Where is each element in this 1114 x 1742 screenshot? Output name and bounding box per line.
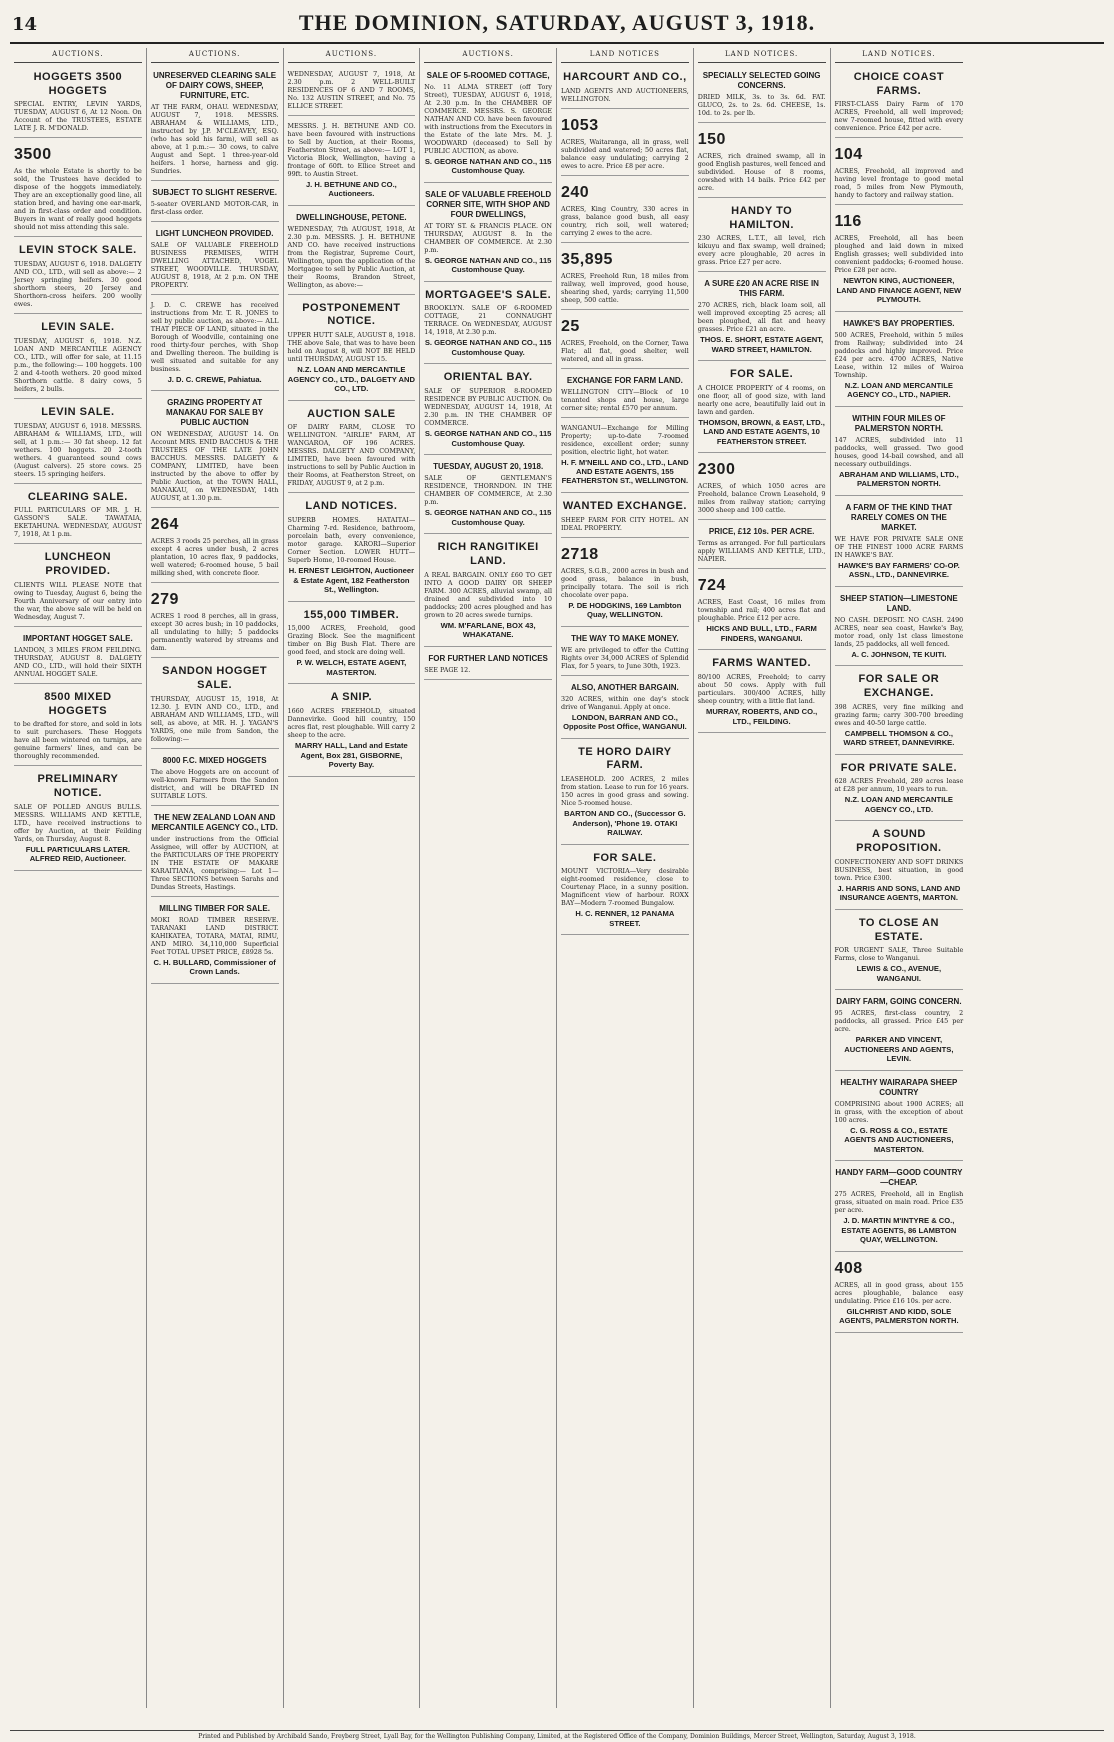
ad-heading: DWELLINGHOUSE, PETONE. (296, 212, 407, 222)
ad-heading: 1053 (561, 116, 599, 134)
ad-heading: FARMS WANTED. (712, 657, 812, 670)
advertisement (288, 604, 416, 685)
ad-heading: DAIRY FARM, GOING CONCERN. (836, 997, 962, 1007)
advertisement (835, 668, 964, 754)
ad-body: ACRES, Freehold, all has been ploughed and laid down in mixed English grasses; well subdivided into convenient paddocks; 6-roomed house. Price £28 per acre. (834, 234, 964, 275)
ad-body: ACRES, East Coast, 16 miles from township and rail; 400 acres flat and ploughable. Price £12 per acre. (697, 598, 826, 623)
ad-signature: BARTON AND CO., (Successor G. Anderson), 'Phone 19. OTAKI RAILWAY. (564, 809, 686, 838)
advertisement (151, 510, 279, 583)
ad-body: LEASEHOLD. 200 ACRES, 2 miles from station. Lease to run for 16 years. 150 acres in good grass and sowing. Nice 5-roomed house. (561, 775, 689, 808)
column-3 (284, 48, 421, 1708)
column-6 (694, 48, 831, 1708)
ad-body: DRIED MILK, 3s. to 3s. 6d. FAT. GLUCO, 2s. to 2s. 6d. CHEESE, 1s. 10d. to 2s. per lb. (697, 92, 826, 117)
advertisement (698, 571, 826, 650)
advertisement (288, 118, 416, 206)
advertisement (14, 66, 142, 139)
ad-body: LAND AGENTS AND AUCTIONEERS, WELLINGTON. (561, 86, 689, 103)
ad-body: UPPER HUTT SALE, AUGUST 8, 1918. THE above Sale, that was to have been held on August 8, will NOT BE HELD until THURSDAY, AUGUST 15. (287, 331, 416, 364)
advertisement (288, 208, 416, 295)
ad-heading: THE WAY TO MAKE MONEY. (571, 633, 679, 643)
ad-heading: PRELIMINARY NOTICE. (37, 773, 119, 799)
ad-body: ACRES, Freehold, on the Corner, Tawa Flat; all flat, good shelter, well watered, and all in grass. (561, 338, 689, 363)
ad-signature: ABRAHAM AND WILLIAMS, LTD., PALMERSTON NORTH. (838, 469, 959, 489)
advertisement (561, 629, 689, 676)
ad-body: SALE OF VALUABLE FREEHOLD BUSINESS PREMISES, WITH DWELLING ATTACHED, VOGEL STREET, WOODVILLE. THURSDAY, AUGUST 8, 1918, At 2 p.m. ON THE PROPERTY. (150, 240, 279, 289)
ad-signature: PARKER AND VINCENT, AUCTIONEERS AND AGENTS, LEVIN. (844, 1035, 954, 1064)
ad-heading: UNRESERVED CLEARING SALE OF DAIRY COWS, SHEEP, FURNITURE, ETC. (153, 70, 277, 100)
advertisement (288, 495, 416, 601)
ad-signature: S. GEORGE NATHAN AND CO., 115 Customhouse Quay. (424, 338, 552, 357)
ad-body: NO CASH. DEPOSIT. NO CASH. 2490 ACRES, near sea coast, Hawke's Bay, motor road, only 1st class limestone lands, 25 paddocks, all well fenced. (834, 615, 964, 648)
ad-signature: HAWKE'S BAY FARMERS' CO-OP. ASSN., LTD., DANNEVIRKE. (838, 560, 960, 580)
ad-heading: 104 (834, 146, 863, 164)
ad-body: Terms as arranged. For full particulars apply WILLIAMS AND KETTLE, LTD., NAPIER. (697, 539, 826, 564)
advertisement (698, 66, 826, 123)
ad-body: ACRES, Waitaranga, all in grass, well subdivided and watered; 50 acres flat, balance easy undulating; carrying 2 ewes to acre. Price £8 per acre. (561, 137, 689, 170)
column-4 (420, 48, 557, 1708)
ad-signature: GILCHRIST AND KIDD, SOLE AGENTS, PALMERSTON NORTH. (839, 1306, 959, 1326)
ad-heading: HAWKE'S BAY PROPERTIES. (843, 318, 955, 328)
ad-signature: FULL PARTICULARS LATER. ALFRED REID, Auctioneer. (25, 844, 130, 864)
ad-heading: LUNCHEON PROVIDED. (44, 551, 112, 577)
ad-signature: S. GEORGE NATHAN AND CO., 115 Customhouse Quay. (424, 156, 552, 176)
advertisement (151, 183, 279, 222)
ad-heading: MORTGAGEE'S SALE. (425, 288, 552, 301)
ad-heading: 116 (834, 213, 862, 231)
column-heading: AUCTIONS. (288, 48, 416, 63)
ad-body: 95 ACRES, first-class country, 2 paddocks, all grassed. Price £45 per acre. (834, 1009, 964, 1034)
ad-heading: FOR FURTHER LAND NOTICES (428, 653, 548, 663)
page-number: 14 (12, 14, 38, 35)
ad-body: SHEEP FARM FOR CITY HOTEL. AN IDEAL PROPERTY. (561, 515, 689, 532)
advertisement (288, 66, 416, 116)
ad-body: ACRES, all in good grass, about 155 acres ploughable, balance easy undulating. Price £16 10s. per acre. (834, 1280, 964, 1305)
ad-heading: THE NEW ZEALAND LOAN AND MERCANTILE AGENCY CO., LTD. (151, 812, 278, 832)
column-heading: LAND NOTICES. (835, 48, 964, 63)
ad-body: No. 11 ALMA STREET (off Tory Street), TUESDAY, AUGUST 6, 1918, At 2.30 p.m. In the CHAMBER OF COMMERCE. MESSRS. S. GEORGE NATHAN AND CO. have been favoured with instructions from the Executors in the Estate of the late Mrs. M. J. WOODWARD (deceased) to Sell by PUBLIC AUCTION, as above. (424, 82, 552, 155)
column-5 (557, 48, 694, 1708)
advertisement (151, 751, 279, 806)
ad-body: 628 ACRES Freehold, 289 acres lease at £28 per annum, 10 years to run. (834, 777, 964, 794)
advertisement (561, 741, 689, 845)
advertisement (424, 457, 552, 534)
ad-body: COMPRISING about 1900 ACRES; all in grass, with the exception of about 100 acres. (834, 1099, 964, 1124)
ad-signature: J. D. C. CREWE, Pahiatua. (167, 374, 262, 384)
ad-signature: A. C. JOHNSON, TE KUITI. (851, 649, 947, 659)
ad-heading: LAND NOTICES. (305, 500, 398, 513)
ad-body: SALE OF POLLED ANGUS BULLS. MESSRS. WILLIAMS AND KETTLE, LTD., have received instructions to offer by Auction, at their Feilding Yards, on Thursday, August 8. (14, 802, 142, 843)
advertisement (835, 498, 964, 587)
advertisement (561, 540, 689, 627)
ad-heading: A SOUND PROPOSITION. (856, 828, 942, 855)
ad-heading: 155,000 TIMBER. (303, 608, 400, 621)
ad-body: 147 ACRES, subdivided into 11 paddocks, well grassed. Two good houses, good 14-bail cowshed, and all necessary outbuildings. (834, 435, 964, 468)
ad-body: 398 ACRES, very fine milking and grazing farm; carry 300-700 breeding ewes and 40-50 large cattle. (834, 702, 964, 727)
ad-body: ACRES, King Country, 330 acres in grass, balance good bush, all easy country, rich soil, well watered; carrying 2 ewes to the acre. (561, 204, 689, 237)
advertisement (14, 401, 142, 484)
ad-body: WE are privileged to offer the Cutting Rights over 34,000 ACRES of Splendid Flax, for 5 years, to June 30th, 1923. (561, 645, 689, 670)
advertisement (151, 660, 279, 749)
advertisement (561, 312, 689, 369)
ad-signature: P. W. WELCH, ESTATE AGENT, MASTERTON. (296, 658, 407, 677)
ad-heading: HOGGETS 3500 HOGGETS (33, 70, 123, 97)
ad-signature: MARRY HALL, Land and Estate Agent, Box 281, GISBORNE, Poverty Bay. (295, 741, 408, 770)
advertisement (151, 393, 279, 508)
ad-body: AT TORY ST. & FRANCIS PLACE. ON THURSDAY, AUGUST 8. In the CHAMBER OF COMMERCE. At 2.30 p.m. (424, 221, 552, 254)
ad-signature: H. ERNEST LEIGHTON, Auctioneer & Estate Agent, 182 Featherston St., Wellington. (288, 566, 415, 595)
ad-body: ACRES 1 rood 8 perches, all in grass, except 30 acres bush; in 10 paddocks, all undulating to hilly; 5 paddocks permanently watered by streams and dam. (150, 612, 279, 653)
advertisement (288, 686, 416, 776)
ad-heading: EXCHANGE FOR FARM LAND. (566, 375, 683, 385)
ad-signature: LEWIS & CO., AVENUE, WANGANUI. (856, 964, 942, 983)
column-heading: AUCTIONS. (424, 48, 552, 63)
advertisement (561, 847, 689, 936)
ad-heading: FOR SALE. (593, 851, 657, 864)
advertisement (288, 403, 416, 494)
advertisement (424, 185, 552, 282)
ad-signature: P. DE HODGKINS, 169 Lambton Quay, WELLINGTON. (568, 600, 682, 620)
ad-heading: A FARM OF THE KIND THAT RARELY COMES ON THE MARKET. (845, 502, 953, 532)
ad-body: WANGANUI—Exchange for Milling Property; up-to-date 7-roomed residence, excellent order; sunny position, electric light, hot water. (561, 423, 689, 456)
advertisement (561, 66, 689, 109)
ad-body: TUESDAY, AUGUST 6, 1918. MESSRS. ABRAHAM & WILLIAMS, LTD., will sell, at 1 p.m.:— 30 fat sheep. 12 fat wethers. 100 hoggets. 20 2-tooth wethers. 4 guaranteed sound cows (August calvers). 25 store cows. 25 steers. 15 springing heifers. (14, 421, 142, 478)
advertisement (14, 768, 142, 870)
ad-body: WEDNESDAY, 7th AUGUST, 1918, At 2.30 p.m. MESSRS. J. H. BETHUNE AND CO. have received instructions from the Registrar, Supreme Court, Wellington, upon the application of the Mortgagee to sell by Public Auction, at their Rooms, Brandon Street, Wellington, as above:— (287, 224, 416, 289)
ad-signature: S. GEORGE NATHAN AND CO., 115 Customhouse Quay. (424, 255, 552, 275)
advertisement (835, 589, 964, 666)
ad-signature: N.Z. LOAN AND MERCANTILE AGENCY CO., LTD. (844, 795, 953, 814)
column-2 (147, 48, 284, 1708)
advertisement (698, 274, 826, 361)
advertisement (14, 140, 142, 237)
ad-heading: 240 (561, 183, 590, 201)
ad-body: ACRES 3 roods 25 perches, all in grass except 4 acres under bush, 2 acres plantation, 10 acres flax, 9 paddocks, well watered; 6-roomed house, 5 bail milking shed, with concrete floor. (150, 537, 279, 578)
ad-body: under instructions from the Official Assignee, will offer by AUCTION, at the PARTICULARS OF THE PROPERTY IN THE ESTATE OF MAKARE KARAITIANA, comprising:— Lot 1—Three SECTIONS between Sarahs and Dundas Streets, Hastings. (150, 834, 279, 891)
advertisement (698, 200, 826, 273)
ad-heading: SALE OF 5-ROOMED COTTAGE, (426, 70, 550, 80)
ad-heading: WITHIN FOUR MILES OF PALMERSTON NORTH. (852, 413, 946, 433)
ad-body: 500 ACRES, Freehold, within 5 miles from Railway; subdivided into 24 paddocks and highly improved. Price £24 per acre. 4700 ACRES, Native Lease, within 12 miles of Wairoa Township. (834, 330, 964, 379)
ad-body: CONFECTIONERY AND SOFT DRINKS BUSINESS, best situation, in good town. Price £300. (834, 857, 964, 882)
ad-body: FIRST-CLASS Dairy Farm of 170 ACRES, Freehold, all well improved; new 7-roomed house, fitted with every convenience. Price £42 per acre. (834, 100, 964, 133)
ad-body: WEDNESDAY, AUGUST 7, 1918, At 2.30 p.m. 2 WELL-BUILT RESIDENCES OF 6 AND 7 ROOMS, No. 132 AUSTIN STREET, and No. 75 ELLICE STREET. (287, 69, 416, 110)
ad-heading: RICH RANGITIKEI LAND. (437, 541, 539, 567)
ad-body: As the whole Estate is shortly to be sold, the Trustees have decided to dispose of the hoggets immediately. They are an exceptionally good line, all station bred, and having one ear-mark, and in first-class order and condition. Buyers in want of really good hoggets should not miss attending this sale. (14, 167, 142, 232)
ad-heading: TE HORO DAIRY FARM. (578, 745, 672, 772)
ad-body: WE HAVE FOR PRIVATE SALE ONE OF THE FINEST 1000 ACRE FARMS IN HAWKE'S BAY. (834, 534, 964, 559)
ad-signature: H. C. RENNER, 12 PANAMA STREET. (575, 909, 675, 928)
ad-heading: GRAZING PROPERTY AT MANAKAU FOR SALE BY PUBLIC AUCTION (165, 398, 264, 428)
advertisement (698, 125, 826, 198)
ad-body: A CHOICE PROPERTY of 4 rooms, on one floor, all of good size, with land nearly one acre, beautifully laid out in lawn and garden. (697, 383, 826, 416)
ad-body: 5-seater OVERLAND MOTOR-CAR, in first-class order. (150, 199, 279, 216)
advertisement (151, 808, 279, 897)
ad-signature: CAMPBELL THOMSON & CO., WARD STREET, DANNEVIRKE. (843, 728, 955, 748)
advertisement (424, 366, 552, 455)
ad-body: TUESDAY, AUGUST 6, 1918. DALGETY AND CO., LTD., will sell as above:— 2 Jersey springing heifers. 30 good shorthorn steers, 20 Jersey and Shorthorn-cross heifers. 200 woolly ewes. (14, 260, 142, 308)
advertisement (835, 207, 964, 311)
ad-body: MOUNT VICTORIA—Very desirable eight-roomed residence, close to Courtenay Place, in a sunny position. Magnificent view of harbour. ROXX BAY—Modern 7-roomed Bungalow. (561, 867, 689, 908)
ad-heading: A SURE £20 AN ACRE RISE IN THIS FARM. (704, 279, 819, 299)
column-grid (10, 48, 1104, 1708)
ad-body: LANDON, 3 MILES FROM FEILDING. THURSDAY, AUGUST 8. DALGETY AND CO., LTD., will hold their SIXTH ANNUAL HOGGET SALE. (14, 645, 142, 678)
ad-heading: HARCOURT AND CO., (563, 70, 687, 83)
ad-heading: SANDON HOGGET SALE. (162, 665, 268, 691)
ad-body: THURSDAY, AUGUST 15, 1918, At 12.30. J. EVIN AND CO., LTD., and ABRAHAM AND WILLIAMS, LTD., will sell, as above, at MR. H. J. YAGAN'S YARDS, one mile from Sandon, the following:— (150, 694, 279, 743)
ad-body: 230 ACRES, L.T.T., all level, rich kikuyu and flax swamp, well drained; every acre ploughable, 20 acres in grass. Price £27 per acre. (697, 234, 826, 267)
ad-body: MOKI ROAD TIMBER RESERVE. TARANAKI LAND DISTRICT. KAHIKATEA, TOTARA, MATAI, RIMU, AND MIRO. 34,110,000 Superficial Feet TOTAL UPSET PRICE, £8928 5s. (150, 915, 279, 956)
advertisement (835, 1163, 964, 1251)
ad-heading: FOR SALE OR EXCHANGE. (858, 673, 940, 699)
ad-heading: ALSO, ANOTHER BARGAIN. (571, 682, 679, 692)
ad-heading: 35,895 (561, 250, 613, 268)
ad-heading: A SNIP. (330, 691, 373, 704)
ad-body: 275 ACRES, Freehold, all in English grass, situated on main road. Price £35 per acre. (834, 1190, 964, 1215)
ad-heading: LEVIN SALE. (41, 321, 115, 333)
ad-body: SPECIAL ENTRY, LEVIN YARDS, TUESDAY, AUGUST 6, At 12 Noon. On Account of the TRUSTEES, ESTATE LATE J. R. M'DONALD. (14, 100, 142, 133)
advertisement (835, 912, 964, 990)
ad-body: 80/100 ACRES, Freehold; to carry about 50 cows. Apply with full particulars. 300/400 ACRES, hilly sheep country, with a little flat land. (697, 673, 826, 706)
ad-heading: FOR PRIVATE SALE. (840, 761, 957, 774)
ad-heading: PRICE, £12 10s. PER ACRE. (708, 527, 815, 537)
advertisement (561, 678, 689, 739)
ad-signature: WM. M'FARLANE, BOX 43, WHAKATANE. (440, 620, 536, 640)
advertisement (288, 297, 416, 401)
advertisement (698, 363, 826, 453)
ad-heading: SPECIALLY SELECTED GOING CONCERNS. (702, 70, 821, 90)
advertisement (835, 757, 964, 822)
ad-heading: 724 (697, 577, 726, 595)
advertisement (698, 455, 826, 520)
ad-heading: HEALTHY WAIRARAPA SHEEP COUNTRY (840, 1077, 958, 1097)
advertisement (14, 629, 142, 684)
ad-body: 320 ACRES, within one day's stock drive of Wanganui. Apply at once. (561, 694, 689, 711)
ad-body: AT THE FARM, OHAU. WEDNESDAY, AUGUST 7, 1918. MESSRS. ABRAHAM & WILLIAMS, LTD., instructed by J.P. M'CLEAVEY, ESQ. (who has sold his farm), will sell as above, at 1 p.m.:— 30 cows, to calve August and Sept. 1 three-year-old heifers. 1 horse, harness and gig. Sundries. (150, 102, 279, 175)
column-heading: LAND NOTICES. (698, 48, 826, 63)
advertisement (151, 66, 279, 181)
advertisement (14, 239, 142, 314)
ad-heading: POSTPONEMENT NOTICE. (302, 301, 401, 328)
ad-signature: N.Z. LOAN AND MERCANTILE AGENCY CO., LTD., NAPIER. (844, 380, 953, 400)
ad-signature: C. G. ROSS & CO., ESTATE AGENTS AND AUCTIONEERS, MASTERTON. (844, 1125, 954, 1154)
ad-signature: LONDON, BARRAN AND CO., Opposite Post Office, WANGANUI. (563, 712, 687, 732)
ad-body: WELLINGTON CITY—Block of 10 tenanted shops and house, large corner site; rental £570 per annum. (561, 387, 689, 412)
ad-heading: LEVIN STOCK SALE. (19, 244, 137, 257)
ad-signature: N.Z. LOAN AND MERCANTILE AGENCY CO., LTD., DALGETY AND CO., LTD. (287, 365, 415, 394)
ad-body: CLIENTS WILL PLEASE NOTE that owing to Tuesday, August 6, being the Fourth Anniversary of our entry into the war, the above sale will be held on Wednesday, August 7. (14, 580, 142, 621)
ad-signature: NEWTON KING, AUCTIONEER, LAND AND FINANCE AGENT, NEW PLYMOUTH. (836, 276, 962, 305)
ad-body: The above Hoggets are on account of well-known Farmers from the Sandon district, and will be DRAFTED IN SUITABLE LOTS. (150, 767, 279, 800)
advertisement (151, 224, 279, 295)
ad-signature: H. F. M'NEILL AND CO., LTD., LAND AND ESTATE AGENTS, 155 FEATHERSTON ST., WELLINGTON. (561, 457, 689, 486)
ad-heading: AUCTION SALE (307, 407, 396, 420)
advertisement (698, 652, 826, 733)
ad-signature: J. H. BETHUNE AND CO., Auctioneers. (305, 179, 397, 199)
ad-body: MESSRS. J. H. BETHUNE AND CO. have been favoured with instructions to Sell by Auction, at their Rooms, Featherston Street, as above:— LOT 1, Victoria Block, Wellington, having a frontage of 60ft. to Ellice Street and 99ft. to Austin Street. (287, 121, 416, 178)
column-heading: AUCTIONS. (151, 48, 279, 63)
ad-body: ACRES, S.G.B., 2000 acres in bush and good grass, balance in bush, principally totara. The soil is rich chocolate over papa. (561, 566, 689, 599)
advertisement (561, 178, 689, 243)
ad-body: FOR URGENT SALE, Three Suitable Farms, close to Wanganui. (834, 946, 964, 963)
column-7 (831, 48, 968, 1708)
advertisement (561, 371, 689, 418)
ad-body: TUESDAY, AUGUST 6, 1918. N.Z. LOAN AND MERCANTILE AGENCY CO., LTD., will offer for sale, at 11.15 p.m., the following:— 100 hoggets. 100 2 and 4-tooth wethers. 20 good mixed Shorthorn cattle. 8 dairy cows, 5 heifers, 2 bulls. (14, 336, 142, 393)
ad-heading: 279 (150, 591, 179, 609)
advertisement (424, 284, 552, 365)
advertisement (14, 486, 142, 545)
column-heading: LAND NOTICES (561, 48, 689, 63)
ad-signature: THOS. E. SHORT, ESTATE AGENT, WARD STREET, HAMILTON. (700, 335, 824, 354)
masthead (10, 6, 1104, 44)
ad-signature: C. H. BULLARD, Commissioner of Crown Lands. (153, 957, 276, 977)
ad-heading: CHOICE COAST FARMS. (853, 70, 945, 97)
advertisement (561, 495, 689, 538)
ad-body: OF DAIRY FARM, CLOSE TO WELLINGTON. "AIRLIE" FARM, AT WANGAROA, OF 196 ACRES. MESSRS. DALGETY AND COMPANY, LIMITED, have been favoured with instructions to sell by Public Auction in their Rooms, at Featherston Street, on FRIDAY, AUGUST 9, at 2 p.m. (287, 423, 416, 488)
ad-body: ON WEDNESDAY, AUGUST 14. On Account MRS. ENID BACCHUS & THE TRUSTEES OF THE LATE JOHN BACCHUS. MESSRS. DALGETY & COMPANY, LIMITED, have been instructed by the above to offer by Public Auction, at the TOWN HALL, MANAKAU, on WEDNESDAY, 14th AUGUST, at 1.30 p.m. (150, 430, 279, 503)
advertisement (424, 66, 552, 183)
advertisement (14, 316, 142, 399)
ad-heading: FOR SALE. (730, 368, 794, 381)
ad-body: 15,000 ACRES, Freehold, good Grazing Block. See the magnificent timber on Big Bush Flat. There are good feed, and stock are doing well. (287, 624, 416, 657)
ad-heading: 408 (834, 1259, 863, 1277)
ad-signature: MURRAY, ROBERTS, AND CO., LTD., FEILDING. (706, 707, 818, 726)
ad-heading: 150 (697, 130, 726, 148)
advertisement (14, 686, 142, 767)
ad-heading: LIGHT LUNCHEON PROVIDED. (155, 228, 274, 238)
advertisement (835, 409, 964, 496)
ad-body: ACRES, of which 1050 acres are Freehold, balance Crown Leasehold, 9 miles from railway station; carrying 3000 sheep and 100 cattle. (697, 482, 826, 515)
advertisement (561, 111, 689, 176)
advertisement (835, 1073, 964, 1161)
ad-body: ACRES, rich drained swamp, all in good English pastures, well fenced and subdivided. House of 8 rooms, cowshed with 14 bails. Price £42 per acre. (697, 151, 826, 192)
ad-body: SALE OF GENTLEMAN'S RESIDENCE, THORNDON. IN THE CHAMBER OF COMMERCE, At 2.30 p.m. (424, 474, 552, 507)
ad-heading: IMPORTANT HOGGET SALE. (23, 633, 133, 643)
advertisement (835, 992, 964, 1070)
ad-body: SALE OF SUPERIOR 8-ROOMED RESIDENCE BY PUBLIC AUCTION. On WEDNESDAY, AUGUST 14, 1918, At 2.30 p.m. IN THE CHAMBER OF COMMERCE. (424, 387, 552, 428)
advertisement (835, 140, 964, 205)
ad-heading: MILLING TIMBER FOR SALE. (159, 903, 270, 913)
advertisement (14, 546, 142, 627)
ad-body: 1660 ACRES FREEHOLD, situated Dannevirke. Good hill country, 150 acres flat, rest ploughable. Will carry 2 sheep to the acre. (287, 707, 416, 740)
ad-signature: THOMSON, BROWN, & EAST, LTD., LAND AND ESTATE AGENTS, 10 FEATHERSTON STREET. (698, 417, 825, 446)
advertisement (835, 1254, 964, 1333)
ad-heading: SALE OF VALUABLE FREEHOLD CORNER SITE, WITH SHOP AND FOUR DWELLINGS, (425, 189, 552, 219)
ad-heading: TO CLOSE AN ESTATE. (858, 916, 939, 943)
ad-heading: HANDY FARM—GOOD COUNTRY—CHEAP. (835, 1168, 963, 1188)
ad-signature: S. GEORGE NATHAN AND CO., 115 Customhouse Quay. (424, 508, 552, 527)
ad-heading: HANDY TO HAMILTON. (729, 204, 794, 231)
ad-body: SEE PAGE 12. (424, 665, 471, 674)
advertisement (561, 245, 689, 310)
advertisement (151, 899, 279, 984)
advertisement (424, 536, 552, 646)
advertisement (835, 314, 964, 407)
column-1 (10, 48, 147, 1708)
ad-heading: SUBJECT TO SLIGHT RESERVE. (152, 187, 277, 197)
ad-heading: 2718 (561, 545, 599, 563)
advertisement (835, 66, 964, 139)
ad-heading: WANTED EXCHANGE. (562, 499, 687, 512)
ad-heading: 3500 (14, 146, 52, 164)
ad-body: A REAL BARGAIN. ONLY £60 TO GET INTO A GOOD DAIRY OR SHEEP FARM. 300 ACRES, alluvial swamp, all drained and subdivided into 10 paddocks; 200 acres ploughed and has grown to 20 acres swede turnips. (424, 570, 552, 619)
advertisement (561, 420, 689, 493)
ad-body: 270 ACRES, rich, black loam soil, all well improved excepting 25 acres; all been ploughed, all flat and heavy grasses. Price £21 an acre. (697, 301, 826, 334)
ad-body: J. D. C. CREWE has received instructions from Mr. T. R. JONES to sell by public auction, as above:— ALL THAT PIECE OF LAND, situated in the Borough of Woodville, containing one rood thirty-four perches, with Shop and Dwelling thereon. The building is well situated and suitable for any business. (150, 300, 279, 373)
ad-body: to be drafted for store, and sold in lots to suit purchasers. These Hoggets have all been wintered on turnips, are genuine farmers' lines, and can be thoroughly recommended. (14, 720, 142, 761)
advertisement (698, 522, 826, 569)
ad-signature: J. HARRIS AND SONS, LAND AND INSURANCE AGENTS, MARTON. (837, 883, 961, 903)
ad-body: ACRES, Freehold Run, 18 miles from railway, well improved, good house, shearing shed, yards; carrying 11,500 sheep, 500 cattle. (561, 271, 689, 304)
ad-body: FULL PARTICULARS OF MR. J. H. GASSON'S SALE. TAWATAIA, EKETAHUNA. WEDNESDAY, AUGUST 7, 1918, At 1 p.m. (14, 506, 142, 539)
ad-signature: S. GEORGE NATHAN AND CO., 115 Customhouse Quay. (424, 429, 552, 448)
column-heading: AUCTIONS. (14, 48, 142, 63)
ad-heading: SHEEP STATION—LIMESTONE LAND. (840, 593, 958, 613)
ad-heading: ORIENTAL BAY. (443, 371, 533, 384)
ad-heading: TUESDAY, AUGUST 20, 1918. (433, 462, 544, 472)
ad-signature: HICKS AND BULL, LTD., FARM FINDERS, WANGANUI. (706, 624, 817, 643)
ad-heading: 8500 MIXED HOGGETS (44, 690, 112, 717)
advertisement (151, 585, 279, 658)
advertisement (835, 823, 964, 909)
ad-signature: J. D. MARTIN M'INTYRE & CO., ESTATE AGENTS, 86 LAMBTON QUAY, WELLINGTON. (841, 1216, 957, 1245)
advertisement (424, 649, 552, 680)
ad-body: SUPERB HOMES. HATAITAI—Charming 7-rd. Residence, bathroom, porcelain bath, every convenience, motor garage. KARORI—Superior Corner Section. LOWER HUTT—Superb Home, 10-roomed House. (287, 516, 416, 565)
ad-heading: CLEARING SALE. (27, 490, 128, 503)
ad-body: BROOKLYN. SALE OF 6-ROOMED COTTAGE, 21 CONNAUGHT TERRACE. On WEDNESDAY, AUGUST 14, 1918, At 2.30 p.m. (424, 304, 552, 337)
ad-heading: 8000 F.C. MIXED HOGGETS (162, 755, 267, 765)
newspaper-title: THE DOMINION, SATURDAY, AUGUST 3, 1918. (298, 10, 816, 35)
imprint-footer: Printed and Published by Archibald Sando, Freyberg Street, Lyall Bay, for the Wellington Publishing Company, Limited, at the Registered Office of the Company, Dominion Buildings, Mercer Street, Wellington, Saturday, August 3, 1918. (10, 1730, 1104, 1740)
ad-heading: 2300 (697, 461, 736, 479)
ad-heading: LEVIN SALE. (41, 405, 115, 418)
ad-heading: 264 (150, 516, 179, 534)
ad-body: ACRES, Freehold, all improved and having level frontage to good metal road, 5 miles from New Plymouth, handy to factory and railway station. (834, 167, 964, 200)
advertisement (151, 297, 279, 391)
ad-heading: 25 (561, 317, 580, 335)
